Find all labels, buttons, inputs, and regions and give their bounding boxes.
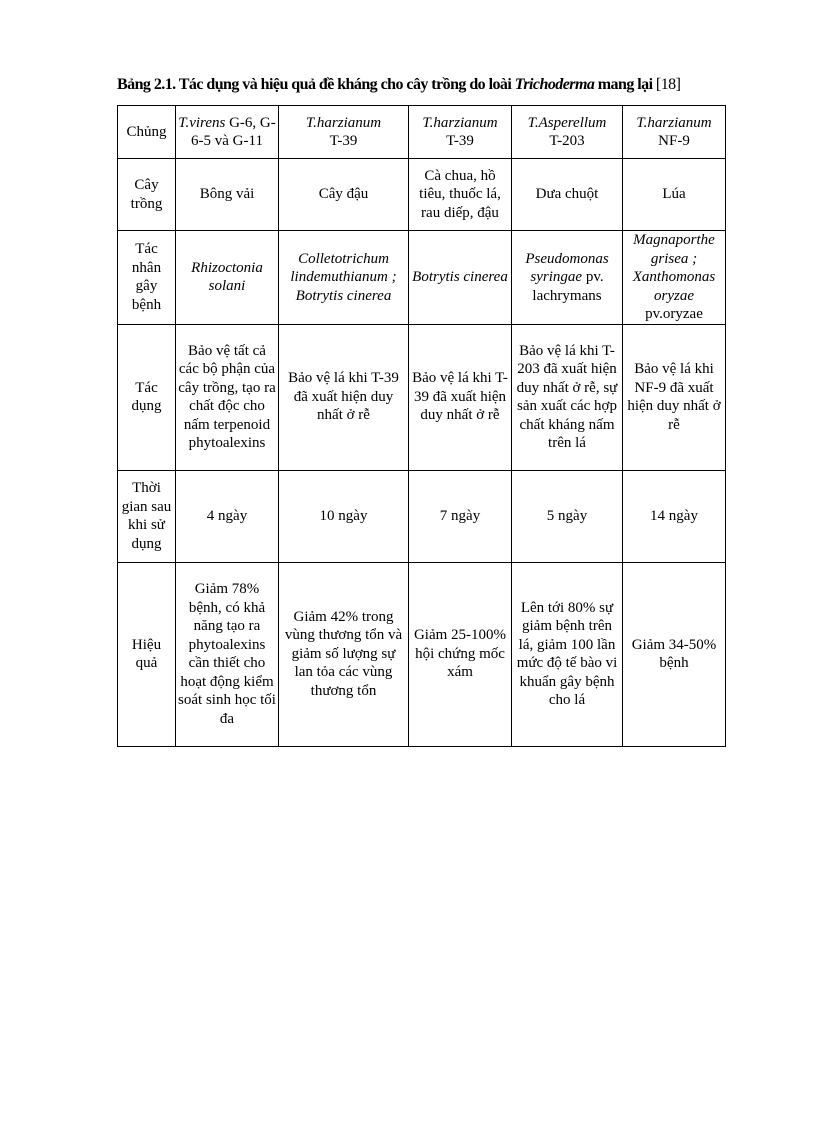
table-cell: Bảo vệ lá khi T-203 đã xuất hiện duy nhất ở rễ, sự sản xuất các hợp chất kháng nấm trên lá bbox=[512, 324, 623, 470]
table-cell: Giảm 78% bệnh, có khả năng tạo ra phytoalexins cần thiết cho hoạt động kiểm soát sinh học tối đa bbox=[176, 562, 279, 746]
pathogen-species: Pseudomonas syringae bbox=[525, 250, 609, 285]
row-label-strain: Chủng bbox=[118, 106, 176, 159]
table-cell: Rhizoctonia solani bbox=[176, 231, 279, 325]
table-cell: Giảm 25-100% hội chứng mốc xám bbox=[409, 562, 512, 746]
row-label-time: Thời gian sau khi sử dụng bbox=[118, 470, 176, 562]
strain-species: T.harzianum bbox=[636, 114, 712, 131]
crop-row bbox=[118, 159, 726, 231]
table-cell: Lúa bbox=[623, 159, 726, 231]
caption-prefix: Bảng 2.1. Tác dụng và hiệu quả đề kháng cho cây trồng do loài bbox=[117, 76, 515, 93]
caption-reference: [18] bbox=[655, 76, 681, 93]
table-cell: Bảo vệ lá khi T-39 đã xuất hiện duy nhất ở rễ bbox=[409, 324, 512, 470]
strain-code: T-39 bbox=[446, 133, 474, 149]
table-cell: Bảo vệ lá khi NF-9 đã xuất hiện duy nhất ở rễ bbox=[623, 324, 726, 470]
strain-species: T.harzianum bbox=[422, 114, 498, 131]
efficiency-row bbox=[118, 562, 726, 746]
table-cell: Colletotrichum lindemuthianum ; Botrytis cinerea bbox=[279, 231, 409, 325]
table-cell: 14 ngày bbox=[623, 470, 726, 562]
table-cell: Bảo vệ tất cả các bộ phận của cây trồng, tạo ra chất độc cho nấm terpenoid phytoalexins bbox=[176, 324, 279, 470]
row-label-efficiency: Hiệu quả bbox=[118, 562, 176, 746]
table-cell: Cây đậu bbox=[279, 159, 409, 231]
pathogen-pathovar: pv.oryzae bbox=[645, 306, 703, 322]
table-cell: 10 ngày bbox=[279, 470, 409, 562]
strain-species: T.harzianum bbox=[305, 114, 382, 131]
strain-cell bbox=[279, 106, 409, 159]
table-cell: 4 ngày bbox=[176, 470, 279, 562]
row-label-effect: Tác dụng bbox=[118, 324, 176, 470]
strain-code: G-6, G-6-5 và G-11 bbox=[191, 114, 276, 149]
effect-row bbox=[118, 324, 726, 470]
strain-species: T.Asperellum bbox=[527, 114, 607, 131]
row-label-crop: Cây trồng bbox=[118, 159, 176, 231]
table-cell: Giảm 34-50% bệnh bbox=[623, 562, 726, 746]
row-label-pathogen: Tác nhân gây bệnh bbox=[118, 231, 176, 325]
pathogen-pathovar: pv. lachrymans bbox=[532, 269, 604, 304]
strain-code: T-39 bbox=[329, 133, 358, 149]
pathogen-species: Magnaporthe grisea ; Xanthomonas oryzae bbox=[632, 232, 716, 304]
caption-genus: Trichoderma bbox=[514, 76, 595, 93]
caption-suffix: mang lại bbox=[594, 76, 656, 93]
strain-cell bbox=[409, 106, 512, 159]
pathogen-row bbox=[118, 231, 726, 325]
table-cell: 5 ngày bbox=[512, 470, 623, 562]
table-cell: Dưa chuột bbox=[512, 159, 623, 231]
table-cell: 7 ngày bbox=[409, 470, 512, 562]
table-cell: Bông vải bbox=[176, 159, 279, 231]
table-cell: Giảm 42% trong vùng thương tổn và giảm số lượng sự lan tỏa các vùng thương tổn bbox=[279, 562, 409, 746]
strain-cell bbox=[512, 106, 623, 159]
strain-cell bbox=[176, 106, 279, 159]
header-row bbox=[118, 106, 726, 159]
time-row bbox=[118, 470, 726, 562]
trichoderma-table bbox=[117, 105, 726, 747]
strain-code: T-203 bbox=[549, 133, 585, 149]
table-cell: Cà chua, hồ tiêu, thuốc lá, rau diếp, đậu bbox=[409, 159, 512, 231]
strain-code: NF-9 bbox=[658, 133, 690, 149]
table-cell: Botrytis cinerea bbox=[409, 231, 512, 325]
table-caption bbox=[117, 76, 757, 94]
table-cell bbox=[623, 231, 726, 325]
table-cell: Bảo vệ lá khi T-39 đã xuất hiện duy nhất ở rễ bbox=[279, 324, 409, 470]
table-cell: Lên tới 80% sự giảm bệnh trên lá, giảm 100 lần mức độ tế bào vi khuẩn gây bệnh cho lá bbox=[512, 562, 623, 746]
table-cell bbox=[512, 231, 623, 325]
strain-cell bbox=[623, 106, 726, 159]
strain-species: T.virens bbox=[178, 114, 226, 131]
